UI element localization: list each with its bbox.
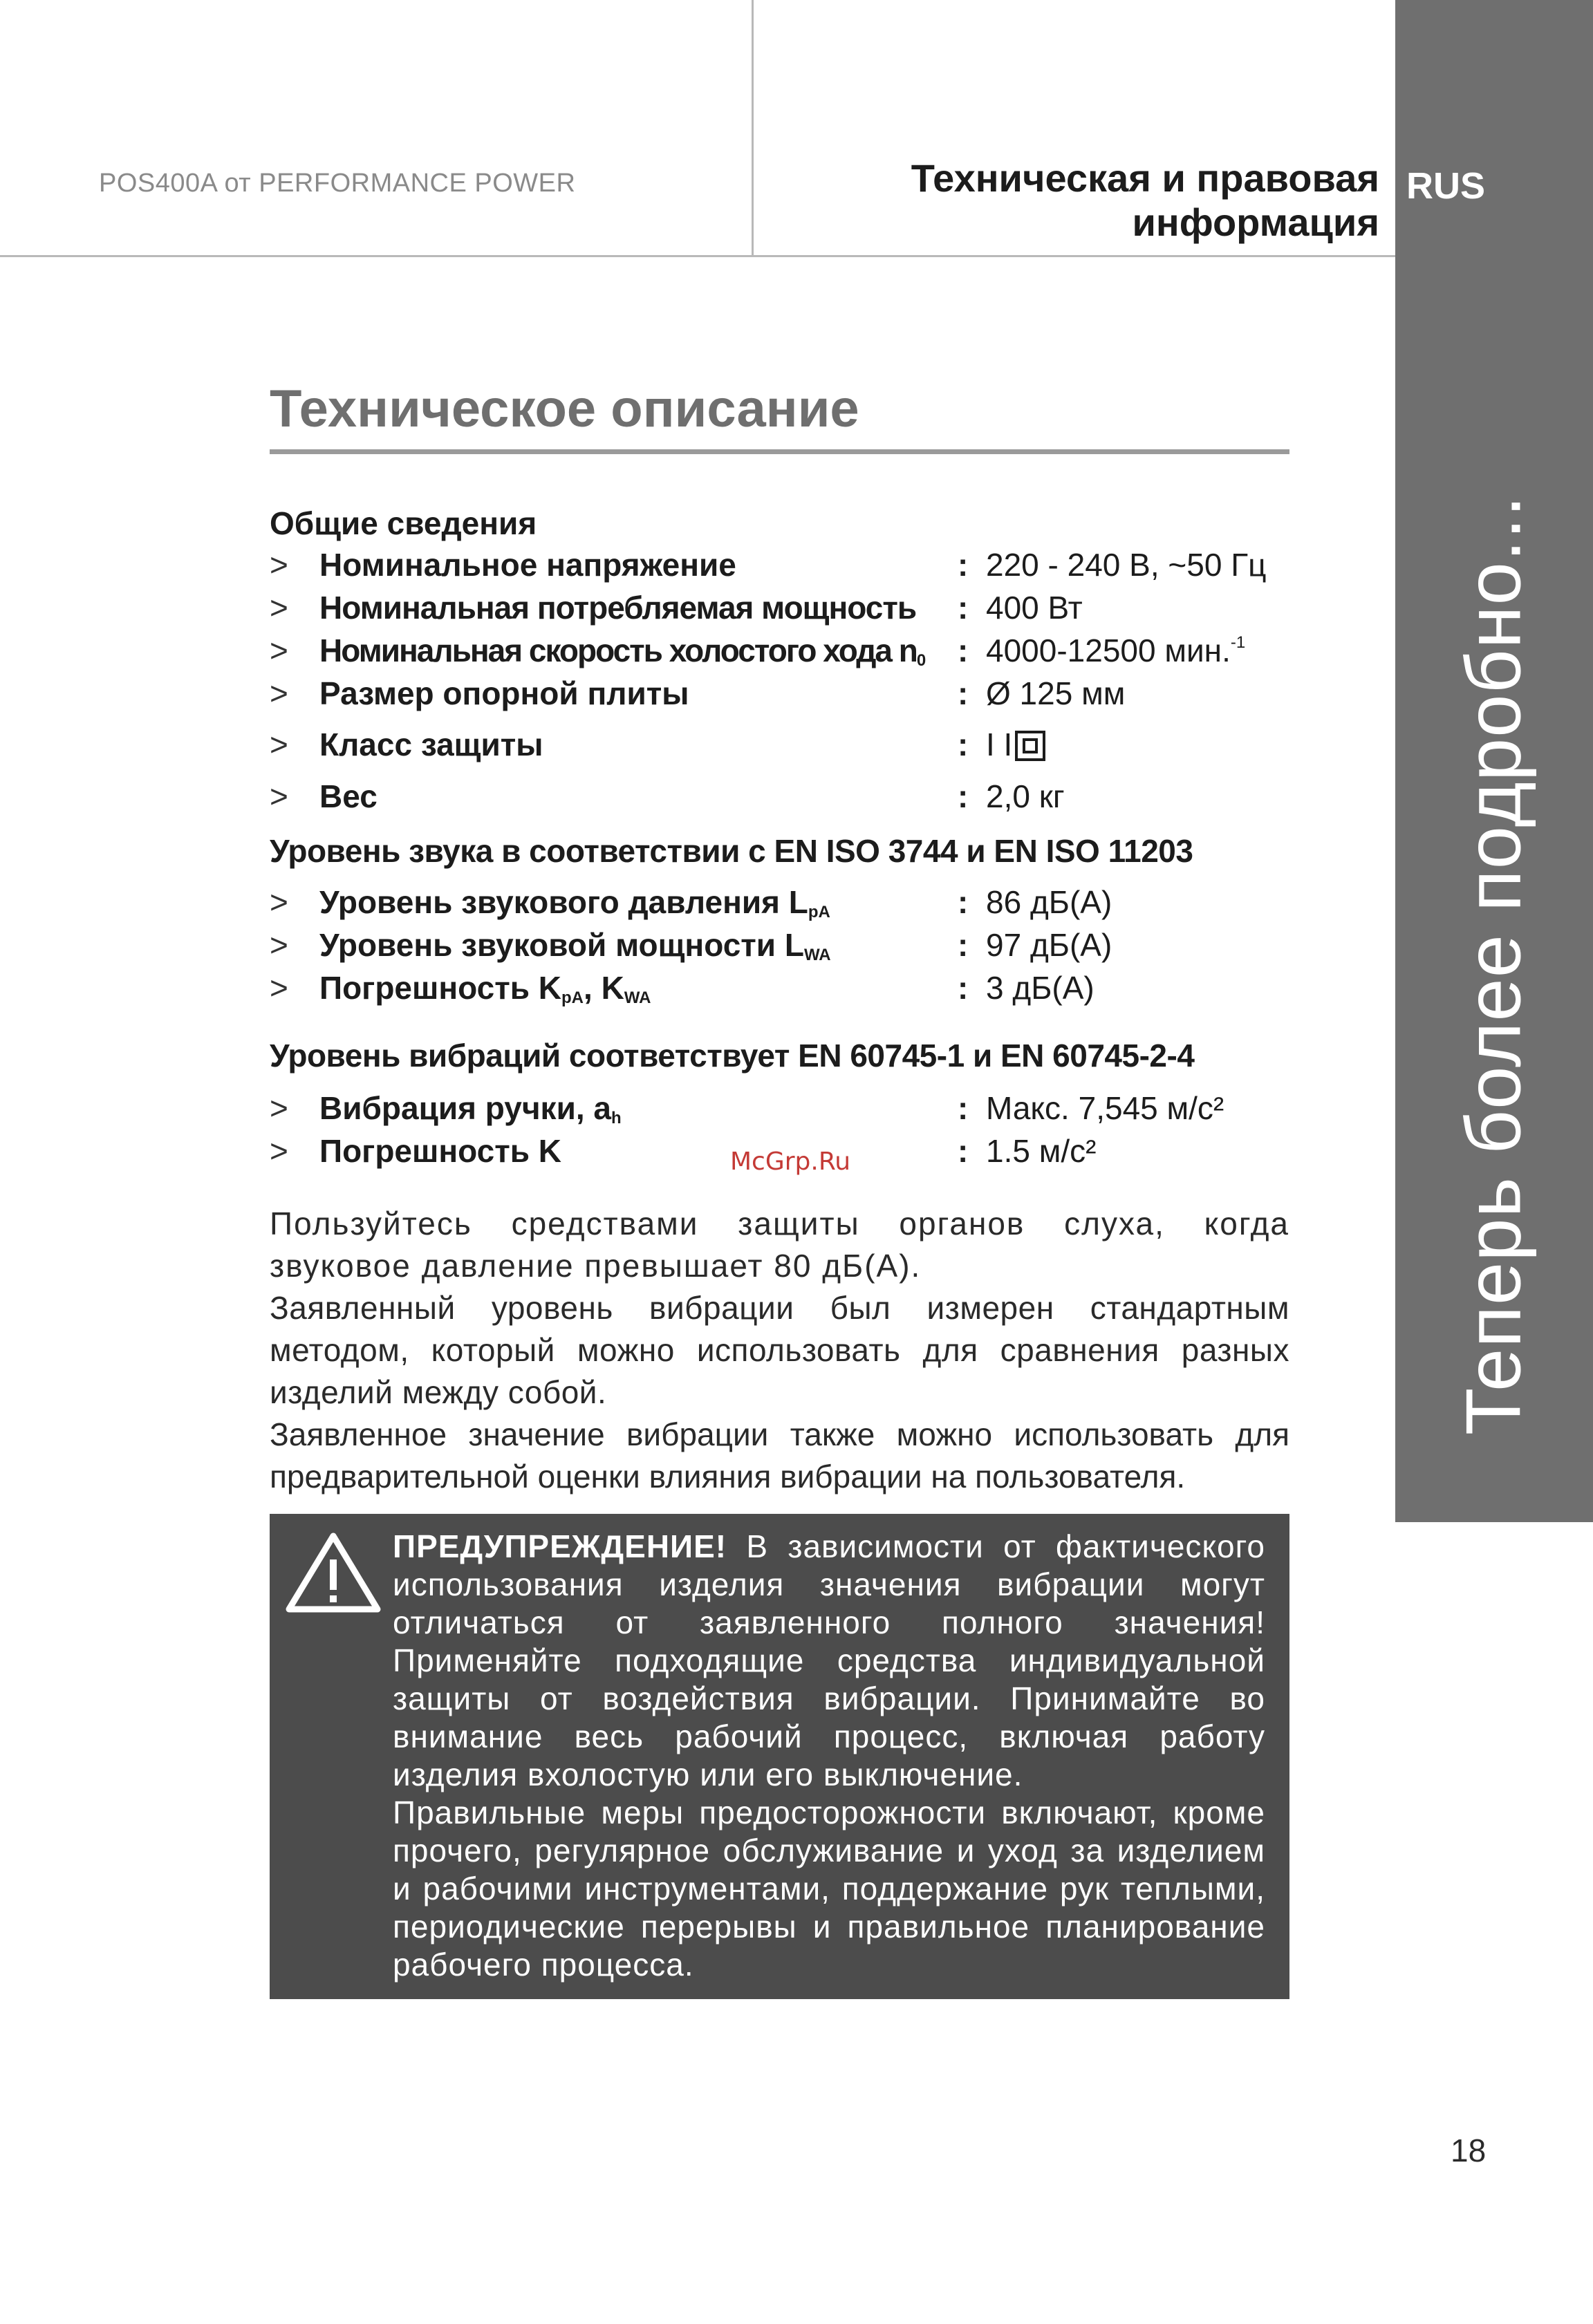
colon: : (958, 632, 969, 668)
page-number: 18 (1451, 2133, 1487, 2168)
spec-label: Номинальное напряжение (319, 547, 736, 583)
spec-row (270, 675, 1289, 716)
warning-paragraph-1 (393, 1528, 1265, 1794)
spec-label (319, 926, 831, 965)
chapter-title-line2: информация (1132, 200, 1379, 244)
general-heading: Общие сведения (270, 505, 537, 541)
spec-label (319, 969, 651, 1008)
header-vertical-divider (752, 0, 754, 257)
sound-heading: Уровень звука в соответствии с EN ISO 3744 и EN ISO 11203 (270, 833, 1193, 869)
brand-name: PERFORMANCE POWER (259, 169, 576, 198)
header-horizontal-divider (0, 255, 1397, 257)
spec-label-text: Уровень звукового давления L (319, 884, 808, 920)
spec-row (270, 546, 1289, 588)
colon: : (958, 547, 969, 583)
row-marker: > (270, 1090, 288, 1126)
double-insulation-icon (1015, 731, 1045, 761)
row-marker: > (270, 970, 288, 1006)
chapter-title (911, 156, 1379, 245)
spec-label: Номинальная потребляемая мощность (319, 590, 917, 626)
row-marker: > (270, 727, 288, 762)
row-marker: > (270, 1133, 288, 1169)
colon: : (958, 970, 969, 1006)
spec-value-text: 4000-12500 мин. (986, 632, 1231, 668)
spec-label-sub: h (611, 1109, 622, 1127)
section-title: Техническое описание (270, 379, 859, 438)
spec-value: 220 - 240 В, ~50 Гц (986, 547, 1267, 583)
row-marker: > (270, 675, 288, 711)
warning-box (270, 1514, 1289, 1999)
spec-row (270, 1089, 1289, 1131)
spec-label (319, 632, 924, 671)
row-marker: > (270, 927, 288, 963)
product-model: POS400A (99, 169, 217, 198)
spec-label-sub: WA (803, 946, 831, 964)
warning-triangle-icon (285, 1530, 382, 1613)
spec-row (270, 632, 1289, 673)
row-marker: > (270, 778, 288, 814)
spec-value: 86 дБ(A) (986, 884, 1112, 920)
row-marker: > (270, 632, 288, 668)
spec-label-text: , K (584, 970, 624, 1006)
warning-heading: ПРЕДУПРЕЖДЕНИЕ! (393, 1528, 727, 1564)
spec-value: 2,0 кг (986, 778, 1065, 814)
spec-value: 400 Вт (986, 590, 1083, 626)
spec-row (270, 883, 1289, 925)
protection-class-value: I I (986, 727, 1013, 762)
row-marker: > (270, 547, 288, 583)
spec-label: Погрешность K (319, 1133, 562, 1169)
colon: : (958, 675, 969, 711)
spec-label (319, 883, 830, 922)
spec-label-text: Номинальная скорость холостого хода n (319, 632, 917, 668)
spec-value: 3 дБ(A) (986, 970, 1094, 1006)
paragraph-hearing: Пользуйтесь средствами защиты органов слуха, когда звуковое давление превышает 80 дБ(А). (270, 1206, 1289, 1284)
spec-label-text: Погрешность K (319, 970, 562, 1006)
spec-label-text: Уровень звуковой мощности L (319, 927, 804, 963)
spec-label-text: Вибрация ручки, a (319, 1090, 611, 1126)
spec-value (986, 632, 1245, 669)
spec-value-sup: -1 (1230, 633, 1246, 652)
paragraph-vibration-estimate: Заявленное значение вибрации также можно использовать для предварительной оценки влияния вибрации на пользователя. (270, 1416, 1289, 1494)
spec-label-sub: pA (561, 988, 584, 1007)
warning-text-1: В зависимости от фактического использования изделия значения вибрации могут отличаться от заявленного полного значения! Применяйте подходящие средства индивидуальной защиты от воздействия вибрации. Принимайте во внимание весь рабочий процесс, включая работу изделия вхолостую или его выключение. (393, 1528, 1265, 1792)
product-by: от (224, 169, 252, 198)
spec-row (270, 589, 1289, 630)
spec-label: Класс защиты (319, 727, 543, 762)
row-marker: > (270, 884, 288, 920)
watermark: McGrp.Ru (730, 1147, 851, 1176)
section-rule (270, 449, 1289, 454)
colon: : (958, 727, 969, 762)
spec-label-sub: pA (808, 903, 830, 921)
spec-label-sub: WA (624, 988, 651, 1007)
language-tab: RUS (1406, 165, 1486, 207)
spec-value: Макс. 7,545 м/с² (986, 1090, 1224, 1126)
vibration-heading: Уровень вибраций соответствует EN 60745-1 и EN 60745-2-4 (270, 1038, 1195, 1074)
spec-row (270, 926, 1289, 968)
spec-value (986, 726, 1045, 763)
warning-paragraph-2: Правильные меры предосторожности включают, кроме прочего, регулярное обслуживание и уход за изделием и рабочими инструментами, поддержание рук теплыми, периодические перерывы и правильное планирование рабочего процесса. (393, 1794, 1265, 1983)
header-product-line (99, 169, 575, 198)
colon: : (958, 778, 969, 814)
paragraph-vibration-method: Заявленный уровень вибрации был измерен стандартным методом, который можно использовать для сравнения разных изделий между собой. (270, 1290, 1289, 1410)
spec-value: Ø 125 мм (986, 675, 1126, 711)
spec-label: Вес (319, 778, 378, 814)
side-caption: Теперь более подробно... (1450, 494, 1537, 1436)
chapter-title-line1: Техническая и правовая (911, 156, 1379, 200)
spec-value: 1.5 м/с² (986, 1133, 1097, 1169)
spec-label (319, 1089, 622, 1128)
spec-label: Размер опорной плиты (319, 675, 689, 711)
warning-text (393, 1528, 1265, 1984)
spec-value: 97 дБ(A) (986, 927, 1112, 963)
colon: : (958, 1133, 969, 1169)
colon: : (958, 927, 969, 963)
colon: : (958, 884, 969, 920)
colon: : (958, 590, 969, 626)
spec-label-sub: 0 (916, 651, 925, 670)
spec-row (270, 726, 1289, 767)
colon: : (958, 1090, 969, 1126)
row-marker: > (270, 590, 288, 626)
spec-row (270, 969, 1289, 1011)
spec-row (270, 778, 1289, 819)
